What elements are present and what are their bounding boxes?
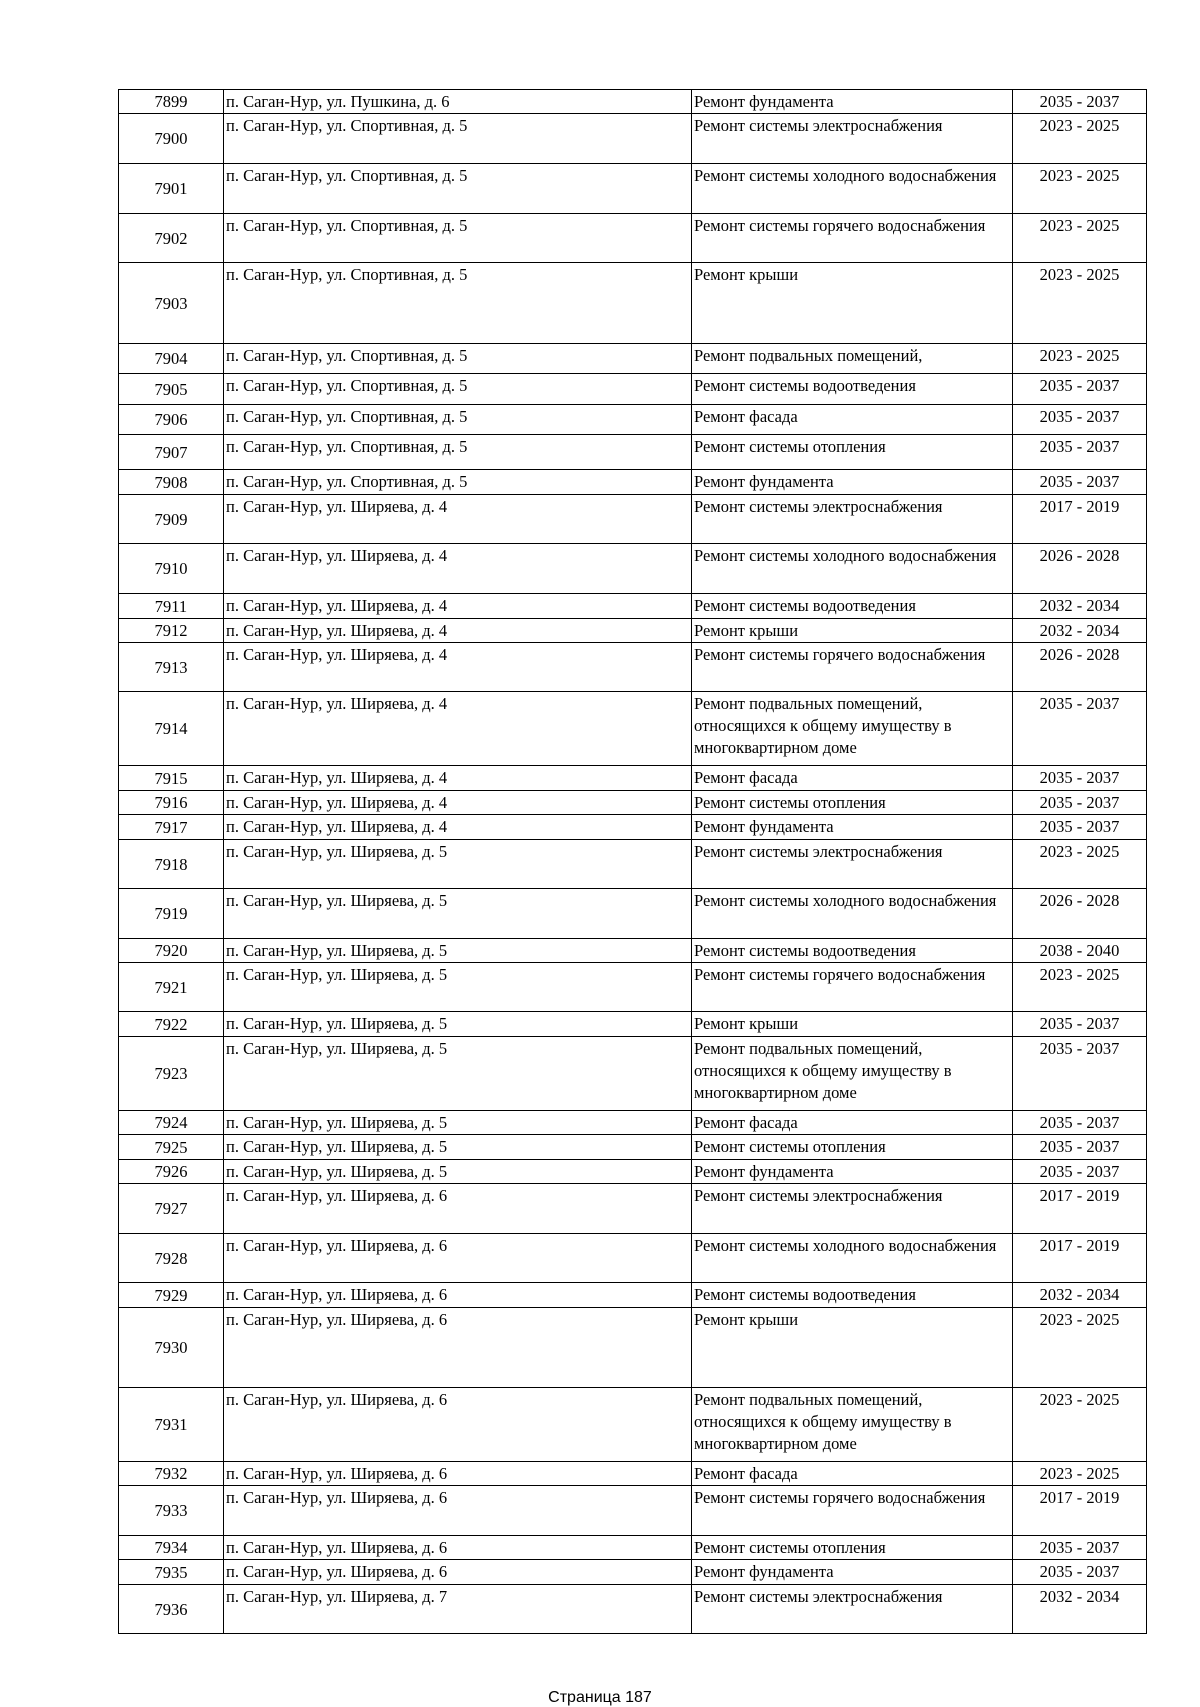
table-row: [119, 1486, 1147, 1536]
table-row: [119, 1160, 1147, 1184]
table-row: [119, 164, 1147, 214]
row-number: 7928: [119, 1234, 224, 1283]
row-work-type: Ремонт системы отопления: [692, 1135, 1013, 1160]
row-number: 7903: [119, 263, 224, 344]
row-work-type: Ремонт системы горячего водоснабжения: [692, 1486, 1013, 1536]
row-period: 2035 - 2037: [1013, 374, 1147, 405]
row-number: 7922: [119, 1012, 224, 1037]
row-work-type: Ремонт фундамента: [692, 1160, 1013, 1184]
row-number: 7921: [119, 963, 224, 1012]
row-address: п. Саган-Нур, ул. Спортивная, д. 5: [224, 214, 692, 263]
row-period: 2035 - 2037: [1013, 90, 1147, 114]
row-number: 7914: [119, 692, 224, 766]
table-row: [119, 1283, 1147, 1308]
table-row: [119, 1037, 1147, 1111]
works-table: [118, 89, 1147, 1634]
table-row: [119, 374, 1147, 405]
row-address: п. Саган-Нур, ул. Ширяева, д. 6: [224, 1462, 692, 1486]
row-address: п. Саган-Нур, ул. Спортивная, д. 5: [224, 164, 692, 214]
row-period: 2035 - 2037: [1013, 405, 1147, 435]
row-period: 2023 - 2025: [1013, 263, 1147, 344]
page-number: Страница 187: [548, 1689, 652, 1706]
row-work-type: Ремонт системы отопления: [692, 791, 1013, 815]
row-work-type: Ремонт системы холодного водоснабжения: [692, 1234, 1013, 1283]
table-row: [119, 405, 1147, 435]
table-row: [119, 114, 1147, 164]
row-period: 2023 - 2025: [1013, 214, 1147, 263]
table-row: [119, 344, 1147, 374]
table-row: [119, 692, 1147, 766]
row-address: п. Саган-Нур, ул. Ширяева, д. 5: [224, 939, 692, 963]
row-period: 2035 - 2037: [1013, 1160, 1147, 1184]
row-address: п. Саган-Нур, ул. Спортивная, д. 5: [224, 435, 692, 470]
row-address: п. Саган-Нур, ул. Ширяева, д. 6: [224, 1536, 692, 1560]
row-number: 7927: [119, 1184, 224, 1234]
row-address: п. Саган-Нур, ул. Ширяева, д. 5: [224, 840, 692, 889]
row-address: п. Саган-Нур, ул. Спортивная, д. 5: [224, 470, 692, 495]
row-period: 2035 - 2037: [1013, 470, 1147, 495]
row-address: п. Саган-Нур, ул. Ширяева, д. 6: [224, 1560, 692, 1585]
row-period: 2023 - 2025: [1013, 114, 1147, 164]
row-address: п. Саган-Нур, ул. Спортивная, д. 5: [224, 344, 692, 374]
row-work-type: Ремонт крыши: [692, 1308, 1013, 1388]
table-row: [119, 214, 1147, 263]
row-period: 2035 - 2037: [1013, 692, 1147, 766]
table-row: [119, 815, 1147, 840]
row-address: п. Саган-Нур, ул. Ширяева, д. 5: [224, 1012, 692, 1037]
row-work-type: Ремонт системы водоотведения: [692, 939, 1013, 963]
table-row: [119, 1135, 1147, 1160]
row-address: п. Саган-Нур, ул. Ширяева, д. 7: [224, 1585, 692, 1634]
row-period: 2035 - 2037: [1013, 1012, 1147, 1037]
row-period: 2023 - 2025: [1013, 1308, 1147, 1388]
row-address: п. Саган-Нур, ул. Ширяева, д. 5: [224, 1160, 692, 1184]
row-period: 2023 - 2025: [1013, 1462, 1147, 1486]
row-number: 7933: [119, 1486, 224, 1536]
table-row: [119, 1308, 1147, 1388]
row-period: 2032 - 2034: [1013, 1585, 1147, 1634]
row-work-type: Ремонт подвальных помещений, относящихся к общему имуществу в многоквартирном доме: [692, 1388, 1013, 1462]
row-work-type: Ремонт системы холодного водоснабжения: [692, 889, 1013, 939]
row-period: 2026 - 2028: [1013, 544, 1147, 594]
table-row: [119, 1234, 1147, 1283]
row-work-type: Ремонт системы электроснабжения: [692, 114, 1013, 164]
row-work-type: Ремонт фасада: [692, 1462, 1013, 1486]
row-work-type: Ремонт системы горячего водоснабжения: [692, 214, 1013, 263]
row-address: п. Саган-Нур, ул. Ширяева, д. 6: [224, 1388, 692, 1462]
row-work-type: Ремонт крыши: [692, 619, 1013, 643]
row-address: п. Саган-Нур, ул. Спортивная, д. 5: [224, 114, 692, 164]
row-period: 2032 - 2034: [1013, 619, 1147, 643]
row-period: 2023 - 2025: [1013, 840, 1147, 889]
row-number: 7911: [119, 594, 224, 619]
row-period: 2035 - 2037: [1013, 1037, 1147, 1111]
table-row: [119, 1585, 1147, 1634]
row-number: 7913: [119, 643, 224, 692]
row-address: п. Саган-Нур, ул. Ширяева, д. 4: [224, 619, 692, 643]
row-number: 7918: [119, 840, 224, 889]
table-row: [119, 1012, 1147, 1037]
row-number: 7934: [119, 1536, 224, 1560]
row-number: 7919: [119, 889, 224, 939]
row-period: 2023 - 2025: [1013, 344, 1147, 374]
row-number: 7906: [119, 405, 224, 435]
row-period: 2026 - 2028: [1013, 889, 1147, 939]
row-address: п. Саган-Нур, ул. Ширяева, д. 4: [224, 495, 692, 544]
row-address: п. Саган-Нур, ул. Ширяева, д. 5: [224, 889, 692, 939]
row-number: 7908: [119, 470, 224, 495]
row-address: п. Саган-Нур, ул. Ширяева, д. 4: [224, 544, 692, 594]
row-number: 7899: [119, 90, 224, 114]
row-number: 7907: [119, 435, 224, 470]
row-address: п. Саган-Нур, ул. Ширяева, д. 4: [224, 791, 692, 815]
row-address: п. Саган-Нур, ул. Ширяева, д. 4: [224, 643, 692, 692]
works-table-body: [119, 90, 1147, 1634]
row-work-type: Ремонт системы горячего водоснабжения: [692, 963, 1013, 1012]
row-number: 7929: [119, 1283, 224, 1308]
row-address: п. Саган-Нур, ул. Ширяева, д. 6: [224, 1486, 692, 1536]
row-number: 7905: [119, 374, 224, 405]
table-row: [119, 840, 1147, 889]
row-address: п. Саган-Нур, ул. Спортивная, д. 5: [224, 374, 692, 405]
row-number: 7925: [119, 1135, 224, 1160]
table-row: [119, 90, 1147, 114]
row-number: 7917: [119, 815, 224, 840]
row-work-type: Ремонт подвальных помещений, относящихся к общему имуществу в многоквартирном доме: [692, 1037, 1013, 1111]
table-row: [119, 963, 1147, 1012]
table-row: [119, 470, 1147, 495]
table-row: [119, 263, 1147, 344]
table-row: [119, 495, 1147, 544]
row-address: п. Саган-Нур, ул. Ширяева, д. 6: [224, 1283, 692, 1308]
row-address: п. Саган-Нур, ул. Ширяева, д. 4: [224, 692, 692, 766]
row-number: 7932: [119, 1462, 224, 1486]
row-work-type: Ремонт системы электроснабжения: [692, 1585, 1013, 1634]
row-work-type: Ремонт крыши: [692, 263, 1013, 344]
row-address: п. Саган-Нур, ул. Ширяева, д. 6: [224, 1308, 692, 1388]
row-period: 2038 - 2040: [1013, 939, 1147, 963]
row-address: п. Саган-Нур, ул. Спортивная, д. 5: [224, 263, 692, 344]
row-address: п. Саган-Нур, ул. Ширяева, д. 5: [224, 1037, 692, 1111]
row-number: 7915: [119, 766, 224, 791]
row-address: п. Саган-Нур, ул. Ширяева, д. 4: [224, 815, 692, 840]
table-row: [119, 1111, 1147, 1135]
row-number: 7930: [119, 1308, 224, 1388]
row-number: 7900: [119, 114, 224, 164]
row-number: 7916: [119, 791, 224, 815]
row-work-type: Ремонт системы отопления: [692, 1536, 1013, 1560]
table-row: [119, 435, 1147, 470]
table-row: [119, 889, 1147, 939]
row-number: 7923: [119, 1037, 224, 1111]
row-address: п. Саган-Нур, ул. Ширяева, д. 6: [224, 1234, 692, 1283]
row-work-type: Ремонт подвальных помещений,: [692, 344, 1013, 374]
row-address: п. Саган-Нур, ул. Ширяева, д. 5: [224, 1111, 692, 1135]
row-work-type: Ремонт системы электроснабжения: [692, 495, 1013, 544]
table-row: [119, 939, 1147, 963]
row-address: п. Саган-Нур, ул. Пушкина, д. 6: [224, 90, 692, 114]
table-row: [119, 1560, 1147, 1585]
row-period: 2035 - 2037: [1013, 1135, 1147, 1160]
row-work-type: Ремонт фундамента: [692, 470, 1013, 495]
row-address: п. Саган-Нур, ул. Ширяева, д. 5: [224, 1135, 692, 1160]
row-work-type: Ремонт системы электроснабжения: [692, 1184, 1013, 1234]
row-number: 7910: [119, 544, 224, 594]
table-row: [119, 619, 1147, 643]
row-work-type: Ремонт системы водоотведения: [692, 594, 1013, 619]
row-work-type: Ремонт подвальных помещений, относящихся к общему имуществу в многоквартирном доме: [692, 692, 1013, 766]
table-row: [119, 766, 1147, 791]
row-period: 2017 - 2019: [1013, 495, 1147, 544]
row-work-type: Ремонт системы водоотведения: [692, 1283, 1013, 1308]
row-number: 7926: [119, 1160, 224, 1184]
row-number: 7909: [119, 495, 224, 544]
table-row: [119, 544, 1147, 594]
table-row: [119, 791, 1147, 815]
row-number: 7920: [119, 939, 224, 963]
row-period: 2035 - 2037: [1013, 791, 1147, 815]
row-number: 7924: [119, 1111, 224, 1135]
row-period: 2032 - 2034: [1013, 1283, 1147, 1308]
row-period: 2026 - 2028: [1013, 643, 1147, 692]
row-work-type: Ремонт фасада: [692, 405, 1013, 435]
table-row: [119, 594, 1147, 619]
row-number: 7901: [119, 164, 224, 214]
row-period: 2035 - 2037: [1013, 1111, 1147, 1135]
row-work-type: Ремонт системы холодного водоснабжения: [692, 544, 1013, 594]
row-work-type: Ремонт фасада: [692, 1111, 1013, 1135]
row-work-type: Ремонт системы водоотведения: [692, 374, 1013, 405]
row-period: 2023 - 2025: [1013, 963, 1147, 1012]
row-number: 7936: [119, 1585, 224, 1634]
row-work-type: Ремонт системы отопления: [692, 435, 1013, 470]
row-work-type: Ремонт фасада: [692, 766, 1013, 791]
table-row: [119, 1536, 1147, 1560]
row-period: 2017 - 2019: [1013, 1234, 1147, 1283]
table-row: [119, 643, 1147, 692]
row-number: 7931: [119, 1388, 224, 1462]
row-number: 7902: [119, 214, 224, 263]
row-period: 2035 - 2037: [1013, 815, 1147, 840]
row-period: 2035 - 2037: [1013, 1560, 1147, 1585]
row-address: п. Саган-Нур, ул. Ширяева, д. 4: [224, 766, 692, 791]
row-period: 2035 - 2037: [1013, 435, 1147, 470]
row-work-type: Ремонт системы холодного водоснабжения: [692, 164, 1013, 214]
row-number: 7904: [119, 344, 224, 374]
row-work-type: Ремонт системы горячего водоснабжения: [692, 643, 1013, 692]
row-work-type: Ремонт фундамента: [692, 90, 1013, 114]
row-number: 7935: [119, 1560, 224, 1585]
table-row: [119, 1184, 1147, 1234]
row-number: 7912: [119, 619, 224, 643]
page-footer: [0, 1689, 1200, 1707]
row-address: п. Саган-Нур, ул. Ширяева, д. 4: [224, 594, 692, 619]
row-address: п. Саган-Нур, ул. Ширяева, д. 5: [224, 963, 692, 1012]
row-period: 2023 - 2025: [1013, 1388, 1147, 1462]
row-period: 2017 - 2019: [1013, 1486, 1147, 1536]
row-work-type: Ремонт системы электроснабжения: [692, 840, 1013, 889]
table-row: [119, 1462, 1147, 1486]
row-work-type: Ремонт крыши: [692, 1012, 1013, 1037]
row-address: п. Саган-Нур, ул. Спортивная, д. 5: [224, 405, 692, 435]
row-period: 2035 - 2037: [1013, 766, 1147, 791]
row-period: 2032 - 2034: [1013, 594, 1147, 619]
row-work-type: Ремонт фундамента: [692, 1560, 1013, 1585]
row-address: п. Саган-Нур, ул. Ширяева, д. 6: [224, 1184, 692, 1234]
row-work-type: Ремонт фундамента: [692, 815, 1013, 840]
table-row: [119, 1388, 1147, 1462]
row-period: 2035 - 2037: [1013, 1536, 1147, 1560]
row-period: 2017 - 2019: [1013, 1184, 1147, 1234]
row-period: 2023 - 2025: [1013, 164, 1147, 214]
